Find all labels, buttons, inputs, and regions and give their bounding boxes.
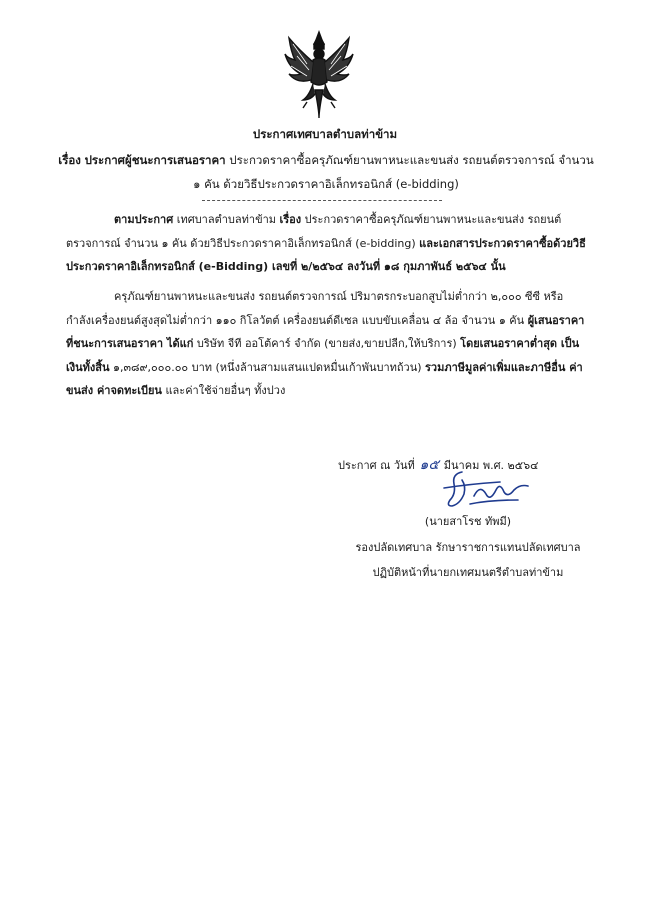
p1-lead: ตามประกาศ	[114, 213, 174, 226]
handwritten-signature	[440, 466, 532, 514]
signer-name: (นายสาโรช ทัพมี)	[424, 515, 512, 528]
subject-text-line2: ๑ คัน ด้วยวิธีประกวดราคาอิเล็กทรอนิกส์ (e-bidding)	[193, 177, 459, 191]
subject-label: เรื่อง	[58, 153, 81, 167]
subject-block	[56, 148, 596, 196]
page-title: ประกาศเทศบาลตำบลท่าข้าม	[252, 127, 398, 141]
p1-document-ref: และเอกสารประกวดราคาซื้อด้วยวิธีประกวดราคาอิเล็กทรอนิกส์ (e-Bidding) เลขที่ ๒/๒๕๖๔ ลงวันที่ ๑๘ กุมภาพันธ์ ๒๕๖๔ นั้น	[66, 236, 586, 273]
p2-winner: บริษัท จีที ออโต้คาร์ จำกัด (ขายส่ง,ขายปลีก,ให้บริการ)	[193, 337, 461, 350]
signer-position: รองปลัดเทศบาล รักษาราชการแทนปลัดเทศบาล	[355, 541, 581, 554]
subject-text-line1: ประกวดราคาซื้อครุภัณฑ์ยานพาหนะและขนส่ง รถยนต์ตรวจการณ์ จำนวน	[229, 153, 594, 167]
subject-bold: ประกาศผู้ชนะการเสนอราคา	[84, 153, 226, 167]
p1-subject: ประกวดราคาซื้อครุภัณฑ์ยานพาหนะและขนส่ง รถยนต์ตรวจการณ์ จำนวน ๑ คัน ด้วยวิธีประกวดราคาอิเล็กทรอนิกส์ (e-bidding)	[66, 213, 562, 250]
garuda-emblem-icon	[283, 30, 355, 122]
dashed-divider	[202, 200, 442, 201]
signer-acting-position: ปฏิบัติหน้าที่นายกเทศมนตรีตำบลท่าข้าม	[372, 566, 564, 579]
date-day-handwritten: ๑๕	[419, 457, 439, 473]
date-rest: มีนาคม พ.ศ. ๒๕๖๔	[443, 459, 539, 472]
p2-item: ครุภัณฑ์ยานพาหนะและขนส่ง รถยนต์ตรวจการณ์ ปริมาตรกระบอกสูบไม่ต่ำกว่า ๒,๐๐๐ ซีซี หรือกำลังเครื่องยนต์สูงสุดไม่ต่ำกว่า ๑๑๐ กิโลวัตต์ เครื่องยนต์ดีเซล แบบขับเคลื่อน ๔ ล้อ จำนวน ๑ คัน	[66, 290, 564, 327]
p2-winner-label: ผู้เสนอราคาที่ชนะการเสนอราคา ได้แก่	[66, 313, 585, 350]
paragraph-reference	[66, 208, 586, 279]
paragraph-award	[66, 285, 586, 403]
p2-other-costs: และค่าใช้จ่ายอื่นๆ ทั้งปวง	[161, 384, 286, 397]
p1-subject-label: เรื่อง	[279, 213, 302, 226]
p1-org: เทศบาลตำบลท่าข้าม	[173, 213, 280, 226]
p2-inclusions: รวมภาษีมูลค่าเพิ่มและภาษีอื่น ค่าขนส่ง ค่าจดทะเบียน	[66, 360, 583, 397]
p2-price: ๑,๓๘๙,๐๐๐.๐๐ บาท (หนึ่งล้านสามแสนแปดหมื่นเก้าพันบาทถ้วน)	[109, 360, 426, 374]
p2-price-label: โดยเสนอราคาต่ำสุด เป็นเงินทั้งสิ้น	[66, 337, 580, 374]
date-prefix: ประกาศ ณ วันที่	[338, 459, 415, 472]
